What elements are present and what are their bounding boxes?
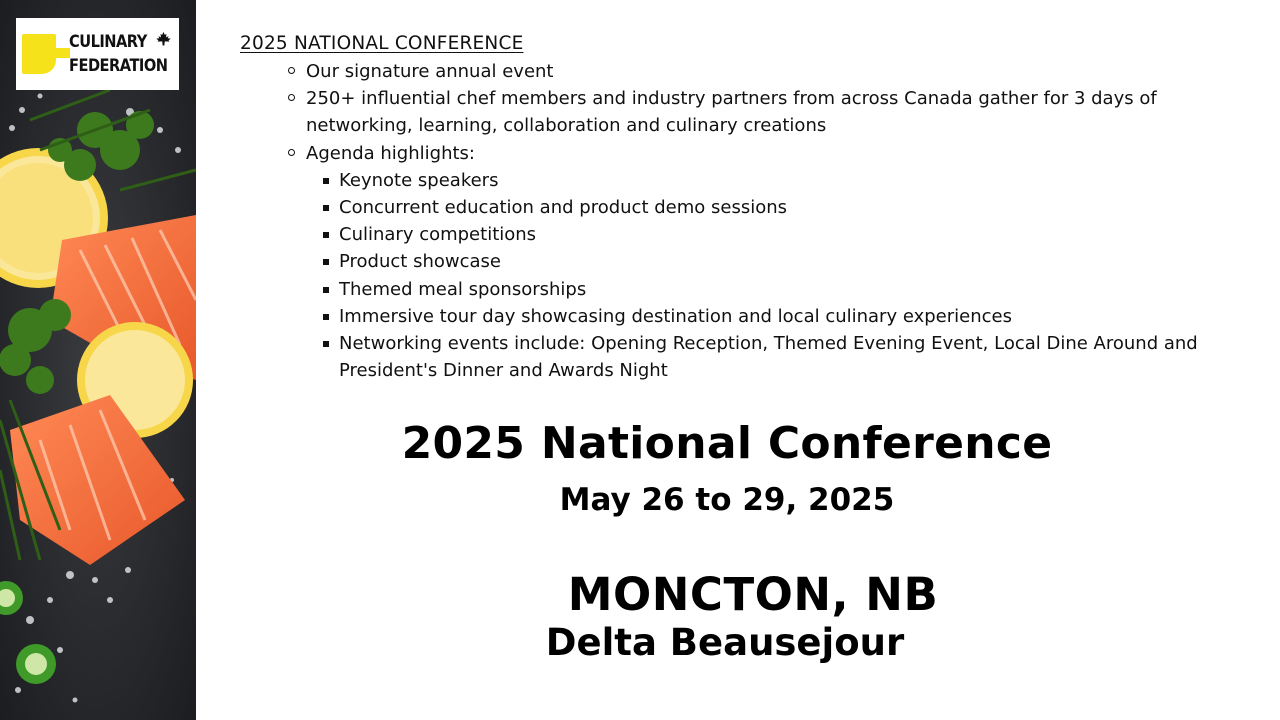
food-photo-panel bbox=[0, 0, 196, 720]
event-dates: May 26 to 29, 2025 bbox=[559, 482, 895, 518]
hollow-bullet-icon bbox=[288, 94, 295, 101]
agenda-item-text: Concurrent education and product demo sessions bbox=[339, 197, 787, 219]
agenda-item bbox=[339, 248, 1250, 275]
agenda-item bbox=[339, 221, 1250, 248]
logo-line-1: CULINARY bbox=[69, 32, 147, 52]
event-venue: Delta Beausejour bbox=[545, 621, 905, 664]
list-item bbox=[240, 140, 1250, 385]
square-bullet-icon bbox=[323, 314, 329, 320]
agenda-item-text: Networking events include: Opening Reception, Themed Evening Event, Local Dine Around and President's Dinner and Awards Night bbox=[339, 333, 1198, 382]
agenda-item bbox=[339, 194, 1250, 221]
square-bullet-icon bbox=[323, 341, 329, 347]
agenda-item-text: Culinary competitions bbox=[339, 224, 537, 246]
agenda-item bbox=[339, 276, 1250, 303]
square-bullet-icon bbox=[323, 287, 329, 293]
agenda-item bbox=[339, 167, 1250, 194]
maple-leaf-icon bbox=[155, 31, 172, 48]
square-bullet-icon bbox=[323, 259, 329, 265]
agenda-item-text: Themed meal sponsorships bbox=[339, 278, 587, 300]
agenda-item-text: Product showcase bbox=[339, 251, 501, 273]
conference-details bbox=[240, 30, 1250, 384]
event-title: 2025 National Conference bbox=[401, 418, 1053, 469]
hollow-bullet-icon bbox=[288, 67, 295, 74]
summary-list bbox=[240, 58, 1250, 384]
knife-handle-icon bbox=[56, 48, 70, 58]
logo-line-2: FEDERATION bbox=[69, 56, 168, 76]
agenda-item bbox=[339, 330, 1250, 384]
agenda-list bbox=[339, 167, 1250, 385]
square-bullet-icon bbox=[323, 178, 329, 184]
square-bullet-icon bbox=[323, 205, 329, 211]
list-item bbox=[240, 58, 1250, 85]
hollow-bullet-icon bbox=[288, 149, 295, 156]
salmon-photo-illustration bbox=[0, 0, 196, 720]
section-heading: 2025 NATIONAL CONFERENCE bbox=[240, 33, 524, 54]
agenda-item-text: Keynote speakers bbox=[339, 169, 499, 191]
agenda-item-text: Immersive tour day showcasing destination and local culinary experiences bbox=[339, 305, 1012, 327]
list-item bbox=[240, 85, 1250, 139]
agenda-item bbox=[339, 303, 1250, 330]
knife-icon bbox=[22, 34, 56, 74]
culinary-federation-logo bbox=[16, 18, 179, 90]
list-item-text: Our signature annual event bbox=[306, 61, 554, 82]
event-city: MONCTON, NB bbox=[567, 568, 939, 621]
square-bullet-icon bbox=[323, 232, 329, 238]
list-item-text: Agenda highlights: bbox=[306, 142, 475, 164]
list-item-text: 250+ influential chef members and industry partners from across Canada gather for 3 days of networking, learning, collaboration and culinary creations bbox=[306, 88, 1157, 137]
